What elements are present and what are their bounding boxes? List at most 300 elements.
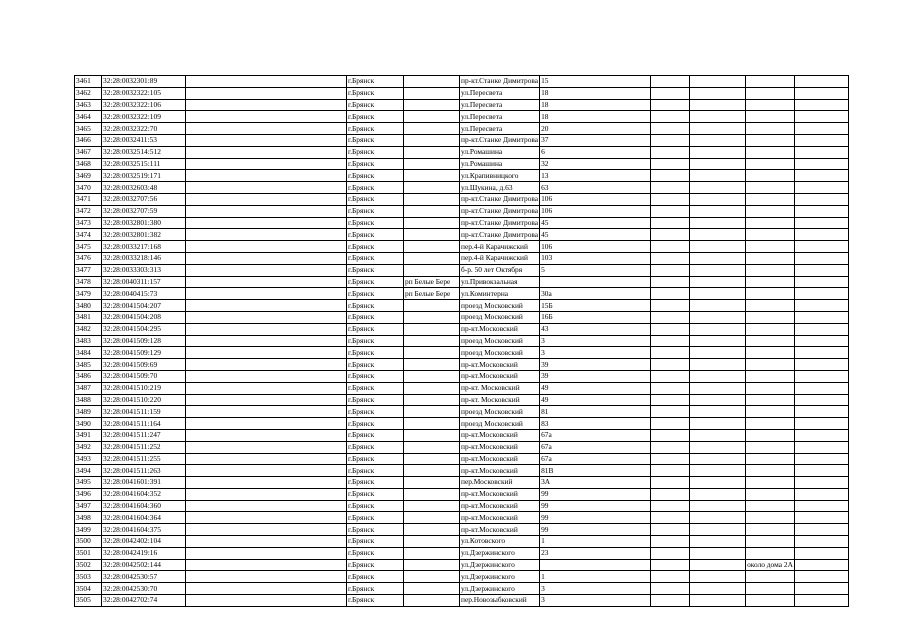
settlement-cell — [404, 87, 460, 99]
city-cell: г.Брянск — [347, 241, 404, 253]
house-number-cell: 81 — [540, 406, 651, 418]
street-cell: ул.Котовского — [460, 536, 540, 548]
house-number-cell: 106 — [540, 193, 651, 205]
blank-cell-b — [651, 488, 690, 500]
street-cell: пр-кт.Московский — [460, 359, 540, 371]
street-cell: пр-кт.Московский — [460, 524, 540, 536]
house-number-cell: 3 — [540, 595, 651, 607]
street-cell: пер.Новозыбковский — [460, 595, 540, 607]
house-number-cell: 3 — [540, 335, 651, 347]
blank-cell-a — [186, 347, 347, 359]
blank-cell-b — [651, 300, 690, 312]
table-row — [75, 170, 849, 182]
house-number-cell: 1 — [540, 571, 651, 583]
row-number: 3503 — [75, 571, 102, 583]
house-number-cell: 49 — [540, 394, 651, 406]
blank-cell-a — [186, 429, 347, 441]
blank-cell-a — [186, 359, 347, 371]
table-row — [75, 217, 849, 229]
note-cell — [746, 429, 795, 441]
note-cell — [746, 182, 795, 194]
blank-cell-c — [690, 335, 746, 347]
city-cell: г.Брянск — [347, 87, 404, 99]
cadastral-number: 32:28:0042502:144 — [102, 559, 186, 571]
cadastral-number: 32:28:0041509:69 — [102, 359, 186, 371]
city-cell: г.Брянск — [347, 359, 404, 371]
row-number: 3497 — [75, 500, 102, 512]
blank-cell-d — [794, 205, 848, 217]
street-cell: пр-кт.Станке Димитрова — [461, 206, 539, 216]
blank-cell-d — [794, 477, 848, 489]
settlement-cell — [404, 406, 460, 418]
note-cell — [746, 500, 795, 512]
house-number-cell: 13 — [540, 170, 651, 182]
blank-cell-a — [186, 559, 347, 571]
row-number: 3472 — [75, 205, 102, 217]
cadastral-number: 32:28:0032801:380 — [102, 217, 186, 229]
note-cell — [746, 524, 795, 536]
cadastral-number: 32:28:0041601:391 — [102, 477, 186, 489]
note-cell — [746, 465, 795, 477]
street-cell: пр-кт.Московский — [460, 323, 540, 335]
city-cell: г.Брянск — [347, 406, 404, 418]
table-row — [75, 205, 849, 217]
settlement-cell — [404, 429, 460, 441]
blank-cell-a — [186, 300, 347, 312]
street-cell: ул.Ромашина — [460, 146, 540, 158]
city-cell: г.Брянск — [347, 559, 404, 571]
settlement-cell — [404, 193, 460, 205]
blank-cell-a — [186, 217, 347, 229]
blank-cell-a — [186, 370, 347, 382]
blank-cell-b — [651, 583, 690, 595]
blank-cell-c — [690, 146, 746, 158]
cadastral-number: 32:28:0032301:89 — [102, 76, 186, 88]
note-cell — [746, 323, 795, 335]
blank-cell-c — [690, 217, 746, 229]
settlement-cell — [404, 323, 460, 335]
street-cell: б-р. 50 лет Октября — [460, 264, 540, 276]
blank-cell-d — [794, 146, 848, 158]
note-cell — [746, 512, 795, 524]
table-row — [75, 111, 849, 123]
street-cell: проезд Московский — [460, 418, 540, 430]
blank-cell-b — [651, 134, 690, 146]
table-row — [75, 193, 849, 205]
blank-cell-d — [794, 193, 848, 205]
row-number: 3485 — [75, 359, 102, 371]
city-cell: г.Брянск — [347, 193, 404, 205]
row-number: 3500 — [75, 536, 102, 548]
table-row — [75, 465, 849, 477]
house-number-cell: 67а — [540, 453, 651, 465]
street-cell: ул.Дзержинского — [460, 559, 540, 571]
blank-cell-a — [186, 193, 347, 205]
house-number-cell — [540, 276, 651, 288]
blank-cell-a — [186, 524, 347, 536]
blank-cell-d — [794, 276, 848, 288]
blank-cell-c — [690, 311, 746, 323]
cadastral-number: 32:28:0032411:53 — [102, 134, 186, 146]
blank-cell-c — [690, 76, 746, 88]
street-cell: ул.Дзержинского — [460, 583, 540, 595]
settlement-cell — [404, 583, 460, 595]
table-row — [75, 182, 849, 194]
table-row — [75, 394, 849, 406]
house-number-cell: 67а — [540, 429, 651, 441]
settlement-cell — [404, 370, 460, 382]
blank-cell-a — [186, 311, 347, 323]
table-row — [75, 595, 849, 607]
blank-cell-a — [186, 512, 347, 524]
blank-cell-c — [690, 394, 746, 406]
row-number: 3469 — [75, 170, 102, 182]
city-cell: г.Брянск — [347, 382, 404, 394]
cadastral-number: 32:28:0032519:171 — [102, 170, 186, 182]
blank-cell-b — [651, 477, 690, 489]
blank-cell-a — [186, 158, 347, 170]
blank-cell-a — [186, 406, 347, 418]
table-row — [75, 123, 849, 135]
settlement-cell — [404, 264, 460, 276]
row-number: 3471 — [75, 193, 102, 205]
blank-cell-c — [690, 547, 746, 559]
house-number-cell: 39 — [540, 359, 651, 371]
blank-cell-b — [651, 465, 690, 477]
settlement-cell — [404, 205, 460, 217]
street-cell: ул.Крапивницкого — [460, 170, 540, 182]
street-cell: ул.Дзержинского — [460, 571, 540, 583]
note-cell — [746, 288, 795, 300]
blank-cell-a — [186, 229, 347, 241]
cadastral-number: 32:28:0041511:159 — [102, 406, 186, 418]
row-number: 3487 — [75, 382, 102, 394]
blank-cell-d — [794, 370, 848, 382]
blank-cell-c — [690, 99, 746, 111]
cadastral-number: 32:28:0040415:73 — [102, 288, 186, 300]
row-number: 3475 — [75, 241, 102, 253]
city-cell: г.Брянск — [347, 441, 404, 453]
blank-cell-d — [794, 394, 848, 406]
note-cell — [746, 347, 795, 359]
city-cell: г.Брянск — [347, 323, 404, 335]
cadastral-number: 32:28:0032322:106 — [102, 99, 186, 111]
cadastral-number: 32:28:0041509:128 — [102, 335, 186, 347]
row-number: 3492 — [75, 441, 102, 453]
street-cell: пер.4-й Карачижский — [460, 252, 540, 264]
city-cell: г.Брянск — [347, 547, 404, 559]
blank-cell-b — [651, 99, 690, 111]
row-number: 3478 — [75, 276, 102, 288]
settlement-cell — [404, 382, 460, 394]
blank-cell-d — [794, 418, 848, 430]
blank-cell-d — [794, 524, 848, 536]
settlement-cell — [404, 524, 460, 536]
row-number: 3462 — [75, 87, 102, 99]
table-row — [75, 571, 849, 583]
cadastral-number: 32:28:0041511:263 — [102, 465, 186, 477]
row-number: 3470 — [75, 182, 102, 194]
blank-cell-a — [186, 441, 347, 453]
street-cell: проезд Московский — [460, 347, 540, 359]
cadastral-number: 32:28:0042530:57 — [102, 571, 186, 583]
city-cell: г.Брянск — [347, 170, 404, 182]
blank-cell-b — [651, 547, 690, 559]
blank-cell-a — [186, 394, 347, 406]
street-cell: ул.Пересвета — [460, 99, 540, 111]
table-row — [75, 311, 849, 323]
settlement-cell: рп Белые Бере — [404, 288, 460, 300]
blank-cell-b — [651, 217, 690, 229]
settlement-cell — [404, 595, 460, 607]
city-cell: г.Брянск — [347, 134, 404, 146]
city-cell: г.Брянск — [347, 453, 404, 465]
settlement-cell — [404, 488, 460, 500]
blank-cell-d — [794, 347, 848, 359]
blank-cell-c — [690, 477, 746, 489]
cadastral-number: 32:28:0032603:48 — [102, 182, 186, 194]
blank-cell-d — [794, 441, 848, 453]
cadastral-number: 32:28:0042702:74 — [102, 595, 186, 607]
blank-cell-c — [690, 300, 746, 312]
street-cell: ул.Пересвета — [460, 87, 540, 99]
blank-cell-c — [690, 323, 746, 335]
blank-cell-b — [651, 229, 690, 241]
city-cell: г.Брянск — [347, 182, 404, 194]
row-number: 3482 — [75, 323, 102, 335]
street-cell: пр-кт.Московский — [460, 512, 540, 524]
table-row — [75, 87, 849, 99]
blank-cell-a — [186, 264, 347, 276]
street-cell: пр-кт.Станке Димитрова — [461, 194, 539, 204]
blank-cell-a — [186, 335, 347, 347]
note-cell — [746, 87, 795, 99]
cadastral-number: 32:28:0041511:252 — [102, 441, 186, 453]
blank-cell-b — [651, 453, 690, 465]
cadastral-number: 32:28:0041604:364 — [102, 512, 186, 524]
blank-cell-c — [690, 123, 746, 135]
blank-cell-c — [690, 512, 746, 524]
blank-cell-c — [690, 276, 746, 288]
blank-cell-c — [690, 347, 746, 359]
blank-cell-a — [186, 276, 347, 288]
row-number: 3491 — [75, 429, 102, 441]
note-cell — [746, 394, 795, 406]
settlement-cell — [404, 134, 460, 146]
blank-cell-a — [186, 477, 347, 489]
blank-cell-d — [794, 453, 848, 465]
blank-cell-a — [186, 536, 347, 548]
cadastral-number: 32:28:0033303:313 — [102, 264, 186, 276]
row-number: 3463 — [75, 99, 102, 111]
settlement-cell — [404, 453, 460, 465]
settlement-cell — [404, 477, 460, 489]
note-cell — [746, 264, 795, 276]
cadastral-number: 32:28:0032322:105 — [102, 87, 186, 99]
cadastral-number: 32:28:0032322:109 — [102, 111, 186, 123]
city-cell: г.Брянск — [347, 500, 404, 512]
blank-cell-c — [690, 453, 746, 465]
house-number-cell: 39 — [540, 370, 651, 382]
cadastral-number: 32:28:0040311:157 — [102, 276, 186, 288]
row-number: 3477 — [75, 264, 102, 276]
blank-cell-c — [690, 359, 746, 371]
street-cell: ул.Ромашина — [460, 158, 540, 170]
city-cell: г.Брянск — [347, 158, 404, 170]
city-cell: г.Брянск — [347, 488, 404, 500]
blank-cell-d — [794, 229, 848, 241]
table-row — [75, 99, 849, 111]
blank-cell-b — [651, 311, 690, 323]
blank-cell-c — [690, 111, 746, 123]
table-row — [75, 347, 849, 359]
blank-cell-b — [651, 500, 690, 512]
note-cell — [746, 111, 795, 123]
note-cell — [746, 229, 795, 241]
blank-cell-d — [794, 406, 848, 418]
street-cell: пр-кт.Станке Димитрова — [461, 135, 539, 145]
city-cell: г.Брянск — [347, 477, 404, 489]
cadastral-number: 32:28:0041509:129 — [102, 347, 186, 359]
row-number: 3484 — [75, 347, 102, 359]
table-row — [75, 547, 849, 559]
blank-cell-c — [690, 182, 746, 194]
note-cell — [746, 123, 795, 135]
blank-cell-b — [651, 276, 690, 288]
city-cell: г.Брянск — [347, 524, 404, 536]
blank-cell-a — [186, 87, 347, 99]
city-cell: г.Брянск — [347, 370, 404, 382]
city-cell: г.Брянск — [347, 429, 404, 441]
blank-cell-c — [690, 465, 746, 477]
row-number: 3504 — [75, 583, 102, 595]
blank-cell-d — [794, 559, 848, 571]
blank-cell-d — [794, 252, 848, 264]
house-number-cell: 37 — [540, 134, 651, 146]
note-cell — [746, 205, 795, 217]
row-number: 3489 — [75, 406, 102, 418]
cadastral-number: 32:28:0041511:255 — [102, 453, 186, 465]
house-number-cell: 99 — [540, 500, 651, 512]
table-row — [75, 536, 849, 548]
house-number-cell: 106 — [540, 241, 651, 253]
table-row — [75, 500, 849, 512]
settlement-cell — [404, 571, 460, 583]
table-row — [75, 76, 849, 88]
blank-cell-a — [186, 111, 347, 123]
settlement-cell — [404, 418, 460, 430]
settlement-cell — [404, 252, 460, 264]
note-cell — [746, 418, 795, 430]
blank-cell-d — [794, 311, 848, 323]
note-cell — [746, 76, 795, 88]
cadastral-number: 32:28:0032515:111 — [102, 158, 186, 170]
cadastral-number: 32:28:0041604:375 — [102, 524, 186, 536]
blank-cell-d — [794, 335, 848, 347]
street-cell: пр-кт.Станке Димитрова — [461, 217, 539, 227]
city-cell: г.Брянск — [347, 217, 404, 229]
settlement-cell — [404, 241, 460, 253]
street-cell: ул.Привокзальная — [460, 276, 540, 288]
blank-cell-b — [651, 146, 690, 158]
table-row — [75, 134, 849, 146]
house-number-cell: 32 — [540, 158, 651, 170]
house-number-cell: 81В — [540, 465, 651, 477]
blank-cell-c — [690, 370, 746, 382]
blank-cell-a — [186, 418, 347, 430]
city-cell: г.Брянск — [347, 252, 404, 264]
note-cell: около дома 2А — [747, 560, 793, 570]
cadastral-number: 32:28:0041510:220 — [102, 394, 186, 406]
house-number-cell: 3 — [540, 583, 651, 595]
city-cell: г.Брянск — [347, 595, 404, 607]
note-cell — [746, 241, 795, 253]
blank-cell-c — [690, 500, 746, 512]
blank-cell-a — [186, 382, 347, 394]
blank-cell-c — [690, 241, 746, 253]
cadastral-number: 32:28:0041604:360 — [102, 500, 186, 512]
blank-cell-d — [794, 465, 848, 477]
blank-cell-b — [651, 571, 690, 583]
row-number: 3505 — [75, 595, 102, 607]
blank-cell-b — [651, 87, 690, 99]
blank-cell-d — [794, 111, 848, 123]
table-row — [75, 335, 849, 347]
house-number-cell: 18 — [540, 111, 651, 123]
settlement-cell — [404, 536, 460, 548]
table-row — [75, 300, 849, 312]
blank-cell-a — [186, 205, 347, 217]
house-number-cell — [540, 559, 651, 571]
blank-cell-d — [794, 512, 848, 524]
blank-cell-c — [690, 382, 746, 394]
house-number-cell: 16Б — [540, 311, 651, 323]
blank-cell-c — [690, 595, 746, 607]
blank-cell-d — [794, 323, 848, 335]
street-cell: ул.Коминтерна — [460, 288, 540, 300]
blank-cell-b — [651, 158, 690, 170]
blank-cell-b — [651, 512, 690, 524]
note-cell — [746, 359, 795, 371]
blank-cell-a — [186, 182, 347, 194]
blank-cell-b — [651, 359, 690, 371]
blank-cell-d — [794, 241, 848, 253]
settlement-cell — [404, 229, 460, 241]
row-number: 3496 — [75, 488, 102, 500]
blank-cell-b — [651, 252, 690, 264]
row-number: 3465 — [75, 123, 102, 135]
blank-cell-d — [794, 76, 848, 88]
street-cell: ул.Шукина, д.63 — [460, 182, 540, 194]
note-cell — [746, 571, 795, 583]
settlement-cell — [404, 146, 460, 158]
row-number: 3479 — [75, 288, 102, 300]
house-number-cell: 83 — [540, 418, 651, 430]
blank-cell-d — [794, 182, 848, 194]
street-cell: пер.4-й Карачижский — [460, 241, 540, 253]
settlement-cell: рп Белые Бере — [404, 276, 460, 288]
table-row — [75, 583, 849, 595]
table-row — [75, 229, 849, 241]
blank-cell-b — [651, 536, 690, 548]
house-number-cell: 20 — [540, 123, 651, 135]
settlement-cell — [404, 465, 460, 477]
blank-cell-a — [186, 500, 347, 512]
city-cell: г.Брянск — [347, 583, 404, 595]
table-row — [75, 453, 849, 465]
city-cell: г.Брянск — [347, 111, 404, 123]
blank-cell-a — [186, 488, 347, 500]
